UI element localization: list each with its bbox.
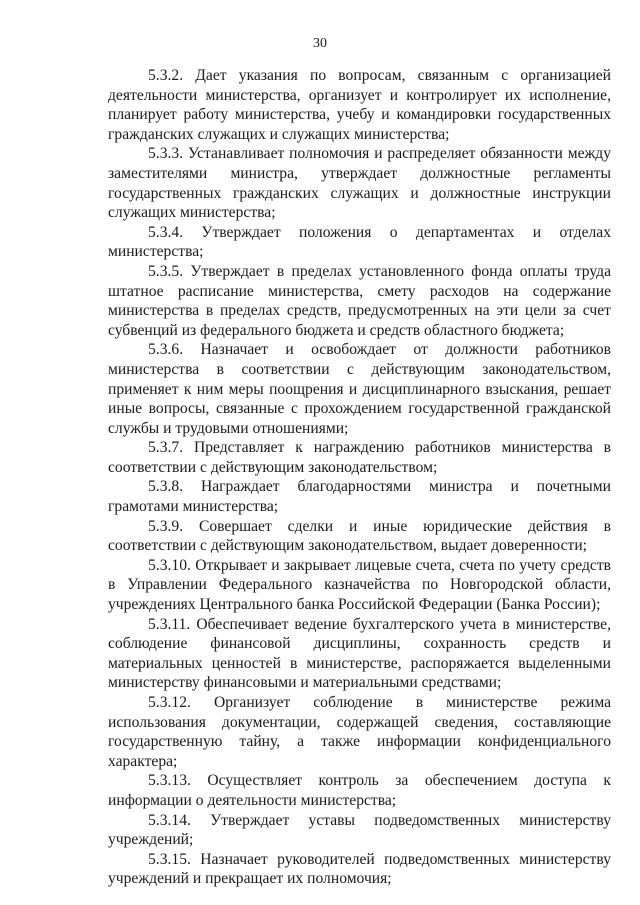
paragraph-5-3-10: 5.3.10. Открывает и закрывает лицевые счета, счета по учету средств в Управлении Федерального казначейства по Новгородской области, учреждениях Центрального банка Российской Федерации (Банка России); (108, 556, 611, 614)
paragraph-5-3-4: 5.3.4. Утверждает положения о департаментах и отделах министерства; (108, 223, 611, 261)
document-body (108, 66, 611, 889)
paragraph-5-3-13: 5.3.13. Осуществляет контроль за обеспечением доступа к информации о деятельности министерства; (108, 772, 611, 809)
paragraph-5-3-11: 5.3.11. Обеспечивает ведение бухгалтерского учета в министерстве, соблюдение финансовой дисциплины, сохранность средств и материальных ценностей в министерстве, распоряжается выделенными министерству финансовыми и материальными средствами; (108, 615, 611, 692)
paragraph-5-3-6: 5.3.6. Назначает и освобождает от должности работников министерства в соответствии с действующим законодательством, применяет к ним меры поощрения и дисциплинарного взыскания, решает иные вопросы, связанные с прохождением государственной гражданской службы и трудовыми отношениями; (108, 341, 611, 437)
paragraph-5-3-9: 5.3.9. Совершает сделки и иные юридические действия в соответствии с действующим законодательством, выдает доверенности; (108, 517, 611, 555)
page-number: 30 (313, 36, 327, 51)
paragraph-5-3-3: 5.3.3. Устанавливает полномочия и распределяет обязанности между заместителями министра, утверждает должностные регламенты государственных гражданских служащих и должностные инструкции служащих министерства; (108, 145, 611, 222)
paragraph-5-3-15: 5.3.15. Назначает руководителей подведомственных министерству учреждений и прекращает их полномочия; (108, 850, 611, 888)
paragraph-5-3-7: 5.3.7. Представляет к награждению работников министерства в соответствии с действующим законодательством; (108, 439, 611, 476)
paragraph-5-3-8: 5.3.8. Награждает благодарностями министра и почетными грамотами министерства; (108, 478, 611, 516)
paragraph-5-3-5: 5.3.5. Утверждает в пределах установленного фонда оплаты труда штатное расписание министерства, смету расходов на содержание министерства в пределах средств, предусмотренных на эти цели за счет субвенций из федерального бюджета и средств областного бюджета; (108, 262, 611, 339)
paragraph-5-3-2: 5.3.2. Дает указания по вопросам, связанным с организацией деятельности министерства, организует и контролирует их исполнение, планирует работу министерства, учебу и командировки государственных гражданских служащих и служащих министерства; (108, 67, 611, 143)
paragraph-5-3-14: 5.3.14. Утверждает уставы подведомственных министерству учреждений; (108, 811, 611, 849)
paragraph-5-3-12: 5.3.12. Организует соблюдение в министерстве режима использования документации, содержащей сведения, составляющие государственную тайну, а также информации конфиденциального характера; (108, 694, 611, 770)
